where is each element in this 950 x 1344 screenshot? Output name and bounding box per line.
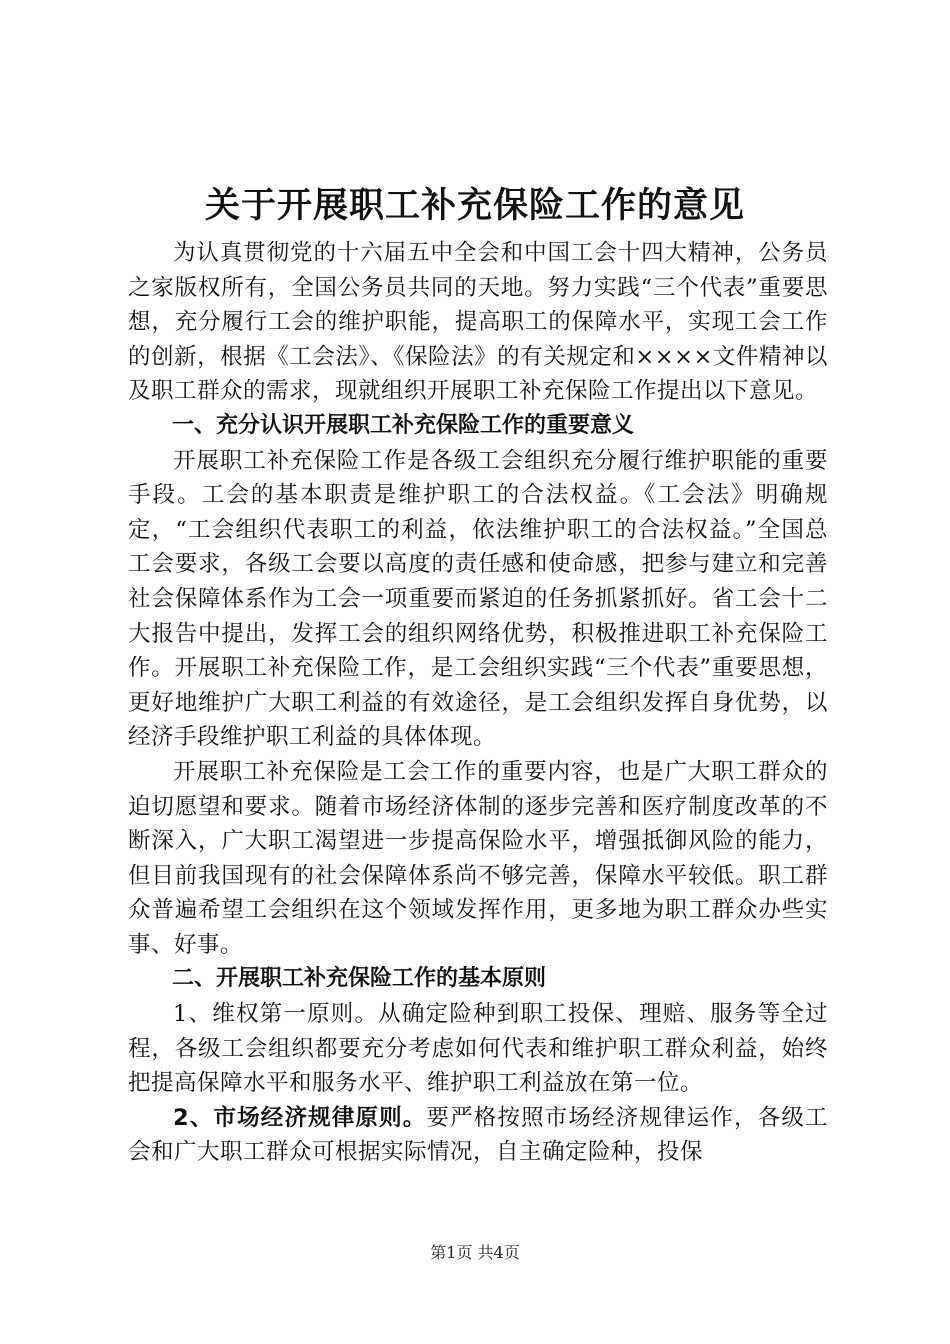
- page-number-footer: 第1页 共4页: [430, 1243, 520, 1262]
- section-1-heading: 一、充分认识开展职工补充保险工作的重要意义: [172, 412, 635, 438]
- section-2-paragraph-2-lead: 2、市场经济规律原则。: [173, 1104, 427, 1131]
- section-2-paragraph-2-text: 要严格按照市场经济规律运作，各级工会和广大职工群众可根据实际情况，自主确定险种，投保: [128, 1104, 828, 1166]
- section-2-heading: 二、开展职工补充保险工作的基本原则: [172, 966, 547, 992]
- section-2-paragraph-1: 1、维权第一原则。从确定险种到职工投保、理赔、服务等全过程，各级工会组织都要充分考虑如何代表和维护职工群众利益，始终把提高保障水平和服务水平、维护职工利益放在第一位。: [128, 1001, 828, 1097]
- section-1-paragraph-1: 开展职工补充保险工作是各级工会组织充分履行维护职能的重要手段。工会的基本职责是维护职工的合法权益。《工会法》明确规定，“工会组织代表职工的利益，依法维护职工的合法权益。”全国总工会要求，各级工会要以高度的责任感和使命感，把参与建立和完善社会保障体系作为工会一项重要而紧迫的任务抓紧抓好。省工会十二大报告中提出，发挥工会的组织网络优势，积极推进职工补充保险工作。开展职工补充保险工作，是工会组织实践“三个代表”重要思想，更好地维护广大职工利益的有效途径，是工会组织发挥自身优势，以经济手段维护职工利益的具体体现。: [128, 447, 828, 751]
- section-2-paragraph-2: [128, 1101, 828, 1170]
- document-body: [128, 236, 828, 1170]
- document-title: 关于开展职工补充保险工作的意见: [204, 186, 745, 226]
- section-1-paragraph-2: 开展职工补充保险是工会工作的重要内容，也是广大职工群众的迫切愿望和要求。随着市场经济体制的逐步完善和医疗制度改革的不断深入，广大职工渴望进一步提高保险水平，增强抵御风险的能力，但目前我国现有的社会保障体系尚不够完善，保障水平较低。职工群众普遍希望工会组织在这个领域发挥作用，更多地为职工群众办些实事、好事。: [128, 758, 828, 958]
- intro-paragraph: 为认真贯彻党的十六届五中全会和中国工会十四大精神，公务员之家版权所有，全国公务员共同的天地。努力实践“三个代表”重要思想，充分履行工会的维护职能，提高职工的保障水平，实现工会工作的创新，根据《工会法》、《保险法》的有关规定和××××文件精神以及职工群众的需求，现就组织开展职工补充保险工作提出以下意见。: [128, 240, 828, 405]
